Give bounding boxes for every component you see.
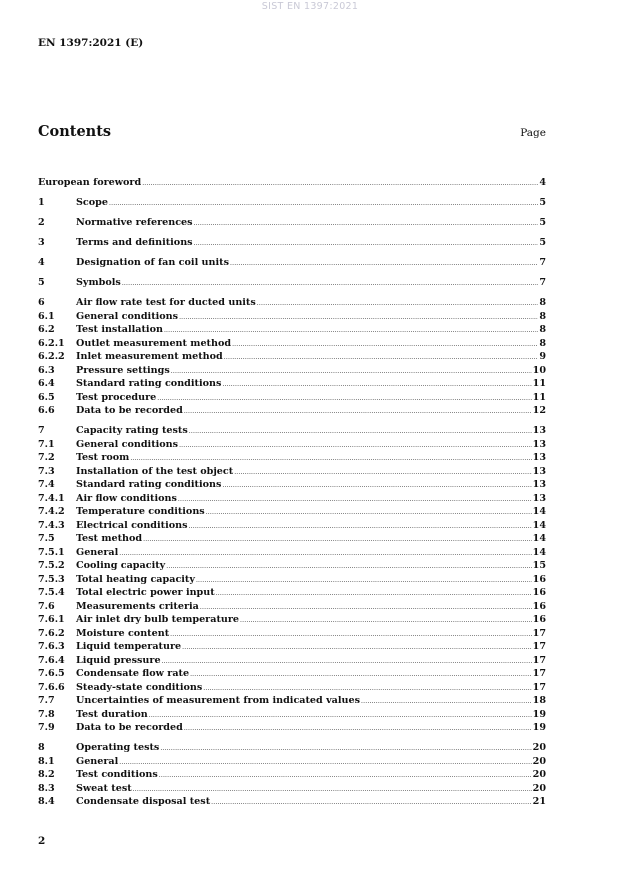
- dot-leader: [203, 682, 531, 696]
- dot-leader: [122, 277, 539, 291]
- page-column-label: Page: [520, 127, 546, 139]
- watermark: SIST EN 1397:2021: [261, 1, 359, 12]
- toc-entry[interactable]: [38, 404, 546, 418]
- toc-entry[interactable]: [38, 519, 546, 533]
- toc-entry-page: 16: [532, 600, 546, 612]
- dot-leader: [232, 338, 538, 352]
- dot-leader: [179, 311, 538, 325]
- toc-entry-title: Air inlet dry bulb temperature: [76, 614, 240, 625]
- toc-entry-number: 7.6: [38, 600, 55, 612]
- toc-entry-page: 13: [532, 492, 546, 504]
- toc-entry-number: 6.6: [38, 405, 55, 416]
- toc-entry-title: Standard rating conditions: [76, 479, 222, 490]
- dot-leader: [109, 197, 538, 211]
- toc-entry-title: Test duration: [76, 708, 148, 720]
- toc-entry-page: 20: [532, 769, 546, 780]
- toc-entry-page: 13: [532, 425, 546, 436]
- toc-entry-number: 7.6.2: [38, 627, 65, 639]
- toc-entry-page: 7: [539, 257, 546, 268]
- toc-entry[interactable]: [38, 216, 546, 230]
- toc-entry-number: 8.2: [38, 769, 55, 780]
- toc-entry-title: Condensate flow rate: [76, 668, 190, 679]
- toc-entry-title: Normative references: [76, 217, 193, 228]
- toc-entry-number: 3: [38, 237, 45, 248]
- toc-entry-page: 7: [539, 277, 546, 288]
- dot-leader: [160, 742, 531, 756]
- toc-entry[interactable]: [38, 236, 546, 250]
- toc-entry-title: Condensate disposal test: [76, 796, 211, 807]
- dot-leader: [189, 520, 532, 534]
- toc-entry[interactable]: [38, 721, 546, 735]
- toc-entry-number: 7.8: [38, 708, 55, 720]
- toc-entry-page: 14: [532, 506, 546, 517]
- toc-entry-title: Test method: [76, 533, 143, 544]
- toc-entry-page: 17: [532, 641, 546, 652]
- toc-entry-number: 7.2: [38, 452, 55, 463]
- toc-entry-title: Total electric power input: [76, 587, 215, 598]
- dot-leader: [216, 587, 532, 601]
- toc-entry-page: 17: [532, 654, 546, 666]
- toc-entry-title: Air flow conditions: [76, 492, 177, 504]
- document-id: EN 1397:2021 (E): [38, 37, 144, 49]
- dot-leader: [178, 493, 532, 507]
- toc-entry-number: 7.1: [38, 438, 55, 450]
- toc-entry-page: 8: [539, 324, 546, 335]
- toc-entry[interactable]: [38, 196, 546, 210]
- toc-entry-number: 7.5.2: [38, 560, 65, 571]
- toc-entry[interactable]: [38, 559, 546, 573]
- toc-entry-page: 8: [539, 297, 546, 308]
- dot-leader: [162, 655, 532, 669]
- toc-entry-title: Designation of fan coil units: [76, 257, 229, 268]
- toc-entry-title: Test room: [76, 452, 130, 463]
- toc-entry-number: 7.4: [38, 479, 55, 490]
- toc-entry-title: General: [76, 546, 119, 558]
- toc-entry-title: Test procedure: [76, 391, 157, 403]
- dot-leader: [206, 506, 532, 520]
- toc-entry-page: 21: [532, 796, 546, 807]
- toc-entry-title: Electrical conditions: [76, 519, 188, 531]
- toc-entry-title: Air flow rate test for ducted units: [76, 297, 256, 308]
- toc-entry[interactable]: [38, 478, 546, 492]
- toc-entry[interactable]: [38, 694, 546, 708]
- toc-entry[interactable]: [38, 654, 546, 668]
- toc-entry-title: Cooling capacity: [76, 560, 166, 571]
- toc-entry-title: General conditions: [76, 310, 179, 322]
- toc-entry-page: 14: [532, 546, 546, 558]
- toc-entry-title: Test installation: [76, 324, 163, 335]
- dot-leader: [234, 466, 531, 480]
- dot-leader: [119, 756, 531, 770]
- toc-entry-number: 7.4.2: [38, 506, 65, 517]
- toc-entry[interactable]: [38, 276, 546, 290]
- toc-entry-title: Terms and definitions: [76, 237, 193, 248]
- toc-entry-title: Steady-state conditions: [76, 681, 203, 693]
- toc-entry-number: 7: [38, 425, 45, 436]
- toc-entry-title: Scope: [76, 197, 108, 208]
- toc-entry[interactable]: [38, 667, 546, 681]
- toc-entry[interactable]: [38, 586, 546, 600]
- toc-entry-page: 16: [532, 573, 546, 585]
- toc-entry-page: 4: [539, 177, 546, 188]
- toc-entry-page: 16: [532, 614, 546, 625]
- toc-entry-number: 7.6.3: [38, 641, 65, 652]
- toc-entry-title: Data to be recorded: [76, 405, 183, 416]
- toc-entry[interactable]: [38, 451, 546, 465]
- toc-entry-page: 18: [532, 695, 546, 706]
- toc-entry-number: 8: [38, 742, 45, 753]
- dot-leader: [190, 668, 532, 682]
- toc-entry-page: 14: [532, 533, 546, 544]
- toc-entry[interactable]: [38, 310, 546, 324]
- toc-entry-page: 20: [532, 782, 546, 794]
- dot-leader: [119, 547, 531, 561]
- toc-entry-number: 7.4.1: [38, 492, 65, 504]
- toc-entry[interactable]: [38, 546, 546, 560]
- toc-entry-page: 20: [532, 755, 546, 767]
- toc-entry-page: 9: [539, 351, 546, 362]
- dot-leader: [200, 601, 532, 615]
- dot-leader: [211, 796, 532, 810]
- dot-leader: [230, 257, 538, 271]
- toc-entry-number: 7.6.6: [38, 681, 65, 693]
- toc-entry[interactable]: [38, 391, 546, 405]
- toc-entry-page: 17: [532, 627, 546, 639]
- toc-entry[interactable]: [38, 640, 546, 654]
- toc-entry[interactable]: [38, 364, 546, 378]
- toc-entry-page: 15: [532, 560, 546, 571]
- toc-entry-page: 5: [539, 217, 546, 228]
- toc-entry-number: 7.7: [38, 695, 55, 706]
- toc-entry-number: 6.3: [38, 364, 55, 376]
- toc-entry[interactable]: [38, 681, 546, 695]
- toc-entry[interactable]: [38, 377, 546, 391]
- toc-entry-number: 7.5.3: [38, 573, 65, 585]
- toc-entry-page: 13: [532, 452, 546, 463]
- toc-entry-title: Installation of the test object: [76, 465, 234, 477]
- dot-leader: [142, 177, 538, 191]
- toc-entry-number: 7.6.4: [38, 654, 65, 666]
- toc-entry-page: 17: [532, 681, 546, 693]
- toc-entry-number: 1: [38, 197, 45, 208]
- toc-entry[interactable]: [38, 532, 546, 546]
- toc-entry-title: Inlet measurement method: [76, 351, 223, 362]
- toc-entry[interactable]: [38, 256, 546, 270]
- table-of-contents: [38, 176, 546, 809]
- dot-leader: [149, 709, 532, 723]
- toc-entry-title: Test conditions: [76, 769, 158, 780]
- toc-entry-number: 6.4: [38, 378, 55, 389]
- toc-entry-title: Outlet measurement method: [76, 337, 232, 349]
- toc-entry-page: 19: [532, 708, 546, 720]
- toc-entry-number: 7.6.5: [38, 668, 65, 679]
- dot-leader: [194, 237, 539, 251]
- toc-entry[interactable]: [38, 465, 546, 479]
- toc-entry-number: 8.4: [38, 796, 55, 807]
- toc-entry-page: 13: [532, 438, 546, 450]
- toc-entry-number: 6.2.2: [38, 351, 65, 362]
- toc-entry-number: 7.9: [38, 722, 55, 733]
- toc-entry-title: Temperature conditions: [76, 506, 205, 517]
- toc-entry-title: Sweat test: [76, 782, 132, 794]
- toc-entry-title: European foreword: [38, 177, 142, 188]
- toc-entry-number: 6.1: [38, 310, 55, 322]
- toc-entry-number: 6.2.1: [38, 337, 65, 349]
- toc-entry[interactable]: [38, 795, 546, 809]
- toc-entry-page: 5: [539, 237, 546, 248]
- toc-entry-number: 2: [38, 217, 45, 228]
- dot-leader: [170, 628, 532, 642]
- toc-entry[interactable]: [38, 755, 546, 769]
- toc-entry-page: 11: [532, 391, 546, 403]
- toc-entry[interactable]: [38, 323, 546, 337]
- toc-entry[interactable]: [38, 768, 546, 782]
- toc-entry-number: 6.2: [38, 324, 55, 335]
- dot-leader: [222, 378, 531, 392]
- dot-leader: [171, 365, 532, 379]
- dot-leader: [159, 769, 532, 783]
- toc-entry-title: Uncertainties of measurement from indicated values: [76, 695, 361, 706]
- toc-entry-page: 13: [532, 465, 546, 477]
- toc-entry-page: 19: [532, 722, 546, 733]
- toc-entry-number: 7.5: [38, 533, 55, 544]
- dot-leader: [130, 452, 531, 466]
- toc-entry-page: 8: [539, 310, 546, 322]
- dot-leader: [224, 351, 539, 365]
- toc-entry[interactable]: [38, 613, 546, 627]
- toc-entry-number: 6: [38, 297, 45, 308]
- toc-entry-number: 7.6.1: [38, 614, 65, 625]
- toc-entry-title: Liquid temperature: [76, 641, 182, 652]
- page-title: Contents: [38, 123, 112, 140]
- toc-entry-page: 16: [532, 587, 546, 598]
- dot-leader: [182, 641, 532, 655]
- toc-entry[interactable]: [38, 350, 546, 364]
- toc-entry-number: 4: [38, 257, 45, 268]
- toc-entry-title: Symbols: [76, 277, 121, 288]
- toc-entry-number: 7.3: [38, 465, 55, 477]
- dot-leader: [240, 614, 532, 628]
- toc-entry-page: 20: [532, 742, 546, 753]
- toc-entry-page: 10: [532, 364, 546, 376]
- toc-entry[interactable]: [38, 627, 546, 641]
- toc-entry[interactable]: [38, 573, 546, 587]
- toc-entry-page: 12: [532, 405, 546, 416]
- dot-leader: [222, 479, 531, 493]
- dot-leader: [179, 439, 532, 453]
- toc-entry[interactable]: [38, 492, 546, 506]
- toc-entry[interactable]: [38, 296, 546, 310]
- toc-entry[interactable]: [38, 337, 546, 351]
- toc-entry[interactable]: [38, 424, 546, 438]
- toc-entry-title: Capacity rating tests: [76, 425, 188, 436]
- toc-entry-title: Moisture content: [76, 627, 170, 639]
- toc-entry-page: 14: [532, 519, 546, 531]
- dot-leader: [189, 425, 532, 439]
- toc-entry-title: Data to be recorded: [76, 722, 183, 733]
- dot-leader: [194, 217, 539, 231]
- dot-leader: [133, 783, 532, 797]
- toc-entry-title: Total heating capacity: [76, 573, 195, 585]
- toc-entry-title: Standard rating conditions: [76, 378, 222, 389]
- toc-entry-page: 17: [532, 668, 546, 679]
- toc-entry-number: 7.4.3: [38, 519, 65, 531]
- toc-entry-title: Liquid pressure: [76, 654, 161, 666]
- toc-entry-page: 11: [532, 378, 546, 389]
- toc-entry-title: General conditions: [76, 438, 179, 450]
- toc-entry-title: Pressure settings: [76, 364, 170, 376]
- toc-entry-page: 13: [532, 479, 546, 490]
- toc-entry-page: 8: [539, 337, 546, 349]
- toc-entry[interactable]: [38, 782, 546, 796]
- toc-entry-number: 8.1: [38, 755, 55, 767]
- toc-entry-number: 7.5.4: [38, 587, 65, 598]
- dot-leader: [184, 405, 532, 419]
- toc-entry-number: 6.5: [38, 391, 55, 403]
- toc-entry-title: General: [76, 755, 119, 767]
- dot-leader: [196, 574, 532, 588]
- toc-entry[interactable]: [38, 505, 546, 519]
- dot-leader: [164, 324, 538, 338]
- toc-entry[interactable]: [38, 176, 546, 190]
- dot-leader: [361, 695, 532, 709]
- toc-entry-page: 5: [539, 197, 546, 208]
- toc-entry-number: 5: [38, 277, 45, 288]
- toc-entry-title: Operating tests: [76, 742, 160, 753]
- dot-leader: [184, 722, 532, 736]
- toc-entry-title: Measurements criteria: [76, 600, 199, 612]
- page-number: 2: [38, 835, 46, 847]
- toc-entry[interactable]: [38, 600, 546, 614]
- dot-leader: [166, 560, 531, 574]
- toc-entry-number: 7.5.1: [38, 546, 65, 558]
- dot-leader: [143, 533, 532, 547]
- toc-entry[interactable]: [38, 708, 546, 722]
- dot-leader: [157, 392, 531, 406]
- dot-leader: [257, 297, 539, 311]
- toc-entry[interactable]: [38, 741, 546, 755]
- toc-entry[interactable]: [38, 438, 546, 452]
- toc-entry-number: 8.3: [38, 782, 55, 794]
